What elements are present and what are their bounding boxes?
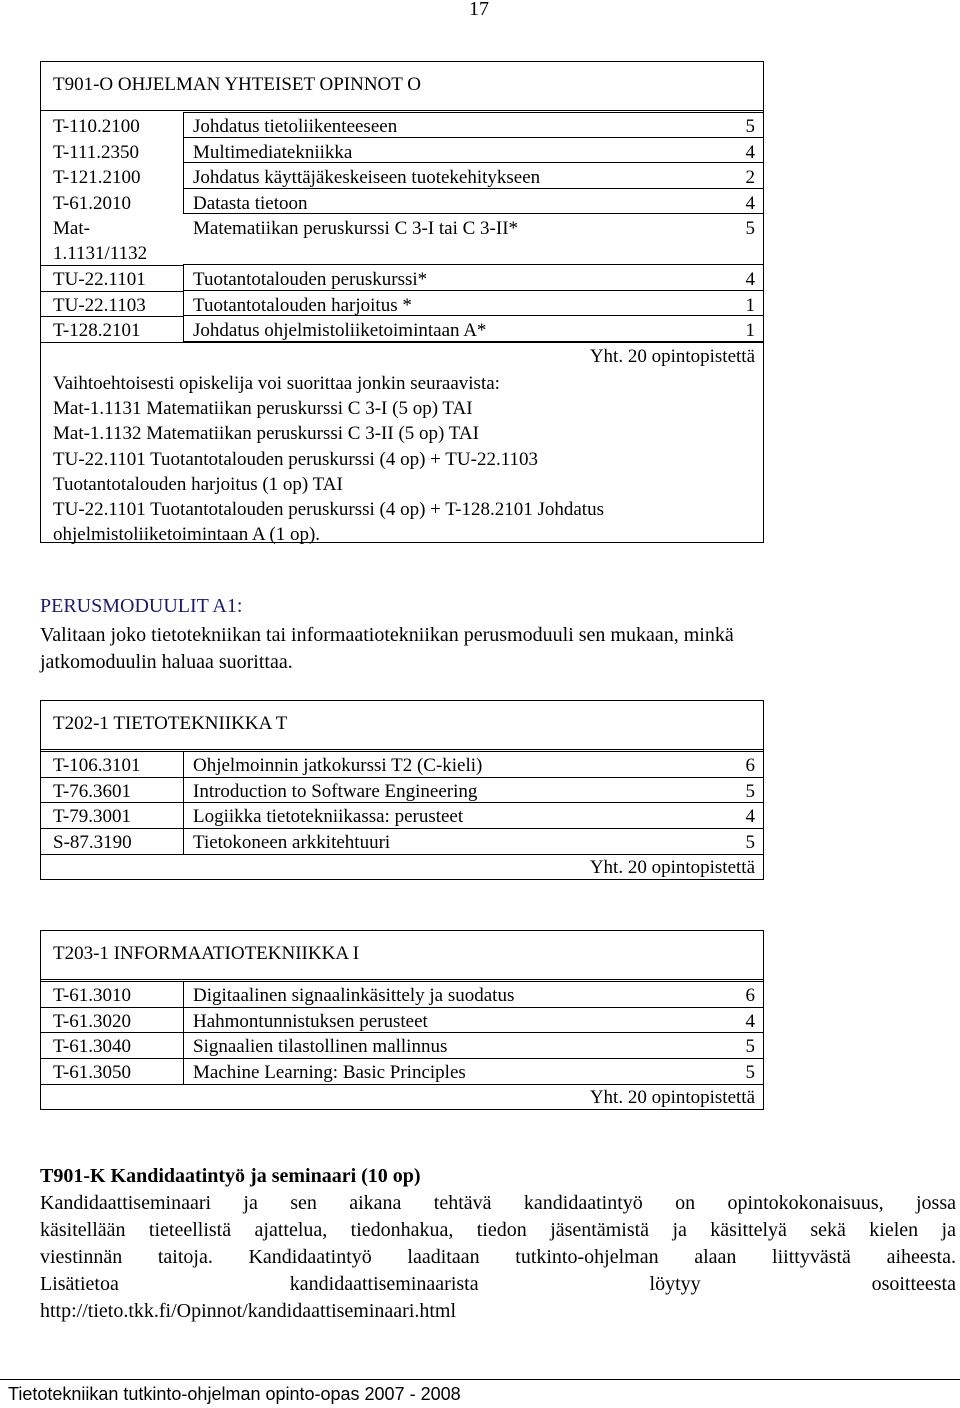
- course-credits: 2: [745, 167, 755, 188]
- course-credits: 5: [745, 832, 755, 854]
- section3-title: T203-1 INFORMAATIOTEKNIIKKA I: [53, 943, 360, 964]
- kandidaatintyo-heading-title: T901-K Kandidaatintyö ja seminaari: [40, 1165, 357, 1187]
- course-code: TU-22.1101: [53, 269, 146, 290]
- section3-title-box: [40, 930, 764, 980]
- course-code: T-61.3020: [53, 1010, 131, 1032]
- course-name: Hahmontunnistuksen perusteet: [193, 1010, 428, 1032]
- section2-title-box: [40, 700, 764, 750]
- course-code: T-79.3001: [53, 806, 131, 828]
- section1-title: T901-O OHJELMAN YHTEISET OPINNOT O: [53, 74, 422, 95]
- course-credits: 1: [745, 320, 755, 341]
- course-credits: 5: [745, 780, 755, 802]
- course-name: Signaalien tilastollinen mallinnus: [193, 1036, 448, 1058]
- course-name: Matematiikan peruskurssi C 3-I tai C 3-II*: [193, 218, 519, 239]
- course-code: Mat-: [53, 218, 90, 239]
- perusmoduulit-text-line2: jatkomoduulin haluaa suorittaa.: [40, 651, 293, 673]
- course-code: T-61.3010: [53, 985, 131, 1006]
- course-name: Multimediatekniikka: [193, 142, 353, 163]
- course-credits: 5: [745, 218, 755, 239]
- kandidaatintyo-heading-op: (10 op): [361, 1165, 421, 1187]
- course-code: T-110.2100: [53, 116, 140, 137]
- kandidaatintyo-line: Kandidaattiseminaari ja sen aikana tehtävä kandidaatintyö on opintokokonaisuus, jossa: [40, 1192, 956, 1214]
- note-line: ohjelmistoliiketoimintaan A (1 op).: [53, 524, 321, 545]
- course-code: T-61.3050: [53, 1062, 131, 1084]
- note-line: Vaihtoehtoisesti opiskelija voi suorittaa jonkin seuraavista:: [53, 373, 500, 394]
- course-code: T-121.2100: [53, 167, 141, 188]
- course-name: Tuotantotalouden peruskurssi*: [193, 269, 428, 290]
- course-name: Machine Learning: Basic Principles: [193, 1062, 466, 1084]
- perusmoduulit-text-line1: Valitaan joko tietotekniikan tai informaatiotekniikan perusmoduuli sen mukaan, minkä: [40, 624, 734, 646]
- course-code: T-106.3101: [53, 755, 141, 776]
- section2-title: T202-1 TIETOTEKNIIKKA T: [53, 713, 288, 734]
- note-line: Tuotantotalouden harjoitus (1 op) TAI: [53, 474, 343, 495]
- note-line: TU-22.1101 Tuotantotalouden peruskurssi (4 op) + T-128.2101 Johdatus: [53, 499, 604, 520]
- kandidaatintyo-line: käsitellään tieteellistä ajattelua, tiedonhakua, tiedon jäsentämistä ja käsittelyä sekä kielen ja: [40, 1219, 956, 1241]
- course-code: T-111.2350: [53, 142, 140, 163]
- note-line: TU-22.1101 Tuotantotalouden peruskurssi (4 op) + TU-22.1103: [53, 449, 538, 470]
- course-code: TU-22.1103: [53, 295, 146, 316]
- course-credits: 6: [745, 985, 755, 1006]
- kandidaatintyo-url[interactable]: http://tieto.tkk.fi/Opinnot/kandidaattiseminaari.html: [40, 1300, 457, 1322]
- section1-total: Yht. 20 opintopistettä: [589, 346, 755, 367]
- course-credits: 4: [745, 193, 755, 214]
- course-name: Johdatus ohjelmistoliiketoimintaan A*: [193, 320, 487, 341]
- course-name: Datasta tietoon: [193, 193, 308, 214]
- course-credits: 5: [745, 116, 755, 137]
- note-line: Mat-1.1131 Matematiikan peruskurssi C 3-I (5 op) TAI: [53, 398, 473, 419]
- course-code: T-61.2010: [53, 193, 131, 214]
- course-credits: 6: [745, 755, 755, 776]
- course-name: Johdatus käyttäjäkeskeiseen tuotekehitykseen: [193, 167, 541, 188]
- course-code: T-61.3040: [53, 1036, 131, 1058]
- course-name: Johdatus tietoliikenteeseen: [193, 116, 398, 137]
- section3-total: Yht. 20 opintopistettä: [589, 1087, 755, 1108]
- course-credits: 1: [745, 295, 755, 316]
- kandidaatintyo-heading: [40, 1163, 956, 1190]
- page-number: 17: [469, 0, 489, 20]
- course-name: Ohjelmoinnin jatkokurssi T2 (C-kieli): [193, 755, 483, 776]
- course-code: T-128.2101: [53, 320, 141, 341]
- course-code-cont: 1.1131/1132: [53, 243, 148, 264]
- course-credits: 4: [745, 1010, 755, 1032]
- course-name: Logiikka tietotekniikassa: perusteet: [193, 806, 464, 828]
- kandidaatintyo-line: viestinnän taitoja. Kandidaatintyö laaditaan tutkinto-ohjelman alaan liittyvästä aiheesta.: [40, 1246, 956, 1268]
- kandidaatintyo-line: Lisätietoa kandidaattiseminaarista löytyy osoitteesta: [40, 1273, 956, 1295]
- course-credits: 5: [745, 1062, 755, 1084]
- note-line: Mat-1.1132 Matematiikan peruskurssi C 3-II (5 op) TAI: [53, 423, 479, 444]
- perusmoduulit-heading: PERUSMODUULIT A1:: [40, 595, 243, 617]
- course-name: Introduction to Software Engineering: [193, 780, 478, 802]
- course-credits: 5: [745, 1036, 755, 1058]
- course-name: Tuotantotalouden harjoitus *: [193, 295, 412, 316]
- course-credits: 4: [745, 142, 755, 163]
- footer-text: Tietotekniikan tutkinto-ohjelman opinto-opas 2007 - 2008: [8, 1384, 461, 1404]
- course-name: Digitaalinen signaalinkäsittely ja suodatus: [193, 985, 515, 1006]
- course-code: S-87.3190: [53, 832, 132, 854]
- course-code: T-76.3601: [53, 780, 131, 802]
- section2-total: Yht. 20 opintopistettä: [589, 857, 755, 878]
- section1-title-box: [40, 61, 764, 111]
- course-name: Tietokoneen arkkitehtuuri: [193, 832, 391, 854]
- course-credits: 4: [745, 806, 755, 828]
- footer-divider: [0, 1379, 960, 1380]
- course-credits: 4: [745, 269, 755, 290]
